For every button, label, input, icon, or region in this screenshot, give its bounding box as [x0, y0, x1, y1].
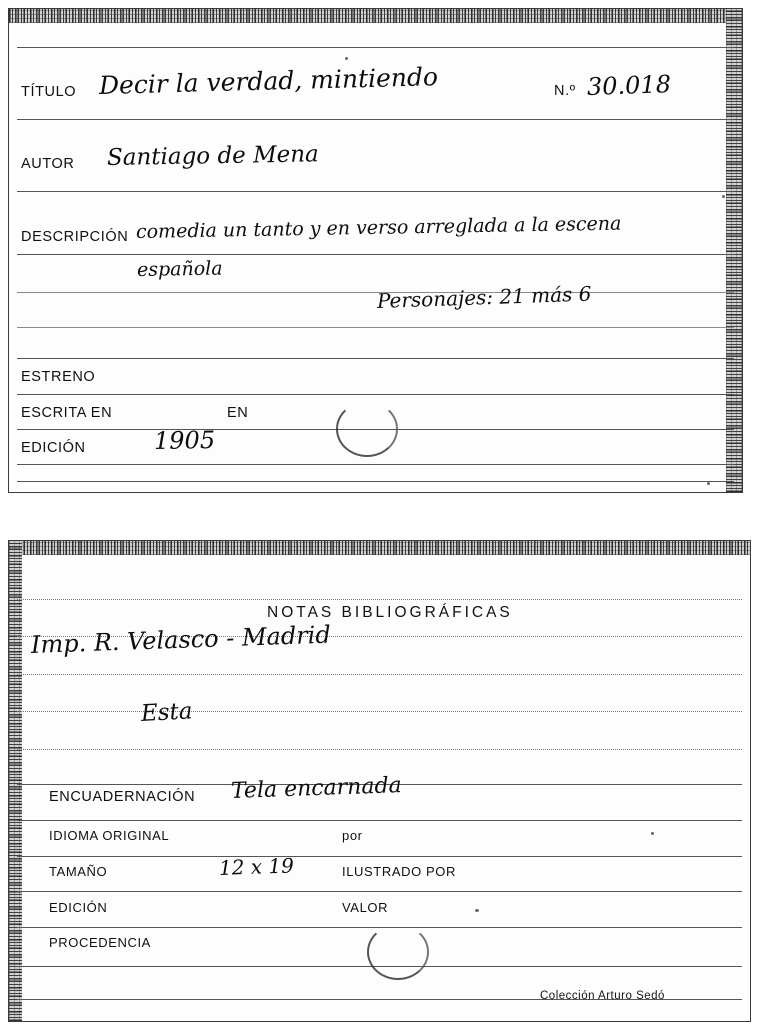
- value-numero: 30.018: [586, 70, 672, 101]
- label-idioma-original: IDIOMA ORIGINAL: [49, 828, 170, 843]
- rule-line: [17, 749, 742, 750]
- label-ilustrado-por: ILUSTRADO POR: [342, 864, 456, 879]
- value-personajes: Personajes: 21 más 6: [376, 281, 592, 313]
- rule-line: [17, 191, 734, 192]
- rule-line: [17, 856, 742, 857]
- rule-line: [17, 674, 742, 675]
- label-edicion: EDICIÓN: [49, 900, 108, 915]
- scan-edge-noise-top: [9, 541, 750, 555]
- value-descripcion-line1: comedia un tanto y en verso arreglada a la escena: [135, 212, 622, 243]
- round-stamp-mark: [336, 401, 398, 457]
- rule-line: [17, 394, 734, 395]
- catalog-card-bottom: [8, 540, 751, 1022]
- rule-line: [17, 927, 742, 928]
- scan-speck: [722, 195, 725, 198]
- rule-line: [17, 464, 734, 465]
- label-autor: AUTOR: [21, 156, 75, 172]
- rule-line: [17, 292, 734, 293]
- notes-section-title: NOTAS BIBLIOGRÁFICAS: [267, 604, 513, 621]
- label-tamano: TAMAÑO: [49, 864, 108, 879]
- scan-speck: [651, 832, 654, 835]
- collection-credit: Colección Arturo Sedó: [540, 990, 665, 1002]
- label-encuadernacion: ENCUADERNACIÓN: [49, 789, 196, 805]
- scan-speck: [707, 482, 710, 485]
- label-por: por: [342, 828, 363, 843]
- label-procedencia: PROCEDENCIA: [49, 935, 151, 950]
- label-en: EN: [227, 405, 249, 421]
- value-descripcion-line2: española: [136, 257, 223, 281]
- label-estreno: ESTRENO: [21, 369, 96, 385]
- rule-line: [17, 711, 742, 712]
- label-escrita-en: ESCRITA EN: [21, 405, 113, 421]
- label-valor: VALOR: [342, 900, 389, 915]
- label-descripcion: DESCRIPCIÓN: [21, 229, 129, 245]
- rule-line: [17, 891, 742, 892]
- label-numero: N.º: [554, 83, 576, 99]
- label-titulo: TÍTULO: [21, 84, 77, 100]
- value-tamano: 12 x 19: [218, 853, 295, 880]
- scan-edge-noise-top: [9, 9, 742, 23]
- rule-line: [17, 119, 734, 120]
- scan-speck: [475, 909, 479, 912]
- rule-line: [17, 820, 742, 821]
- value-encuadernacion: Tela encarnada: [230, 773, 403, 804]
- value-imprenta-line1: Imp. R. Velasco - Madrid: [30, 620, 332, 659]
- catalog-card-top: [8, 8, 743, 493]
- value-imprenta-line2: Esta: [140, 698, 194, 727]
- scan-speck: [345, 57, 348, 60]
- scan-edge-noise-left: [9, 541, 22, 1021]
- rule-line: [17, 254, 734, 255]
- value-edicion: 1905: [153, 425, 216, 455]
- rule-line: [17, 481, 734, 482]
- rule-line: [17, 47, 734, 48]
- scan-edge-noise-right: [726, 9, 742, 492]
- rule-line: [17, 599, 742, 600]
- rule-line: [17, 327, 734, 328]
- label-edicion: EDICIÓN: [21, 440, 86, 456]
- value-titulo: Decir la verdad, mintiendo: [98, 62, 439, 100]
- value-autor: Santiago de Mena: [106, 141, 320, 171]
- round-stamp-mark: [367, 924, 429, 980]
- rule-line: [17, 358, 734, 359]
